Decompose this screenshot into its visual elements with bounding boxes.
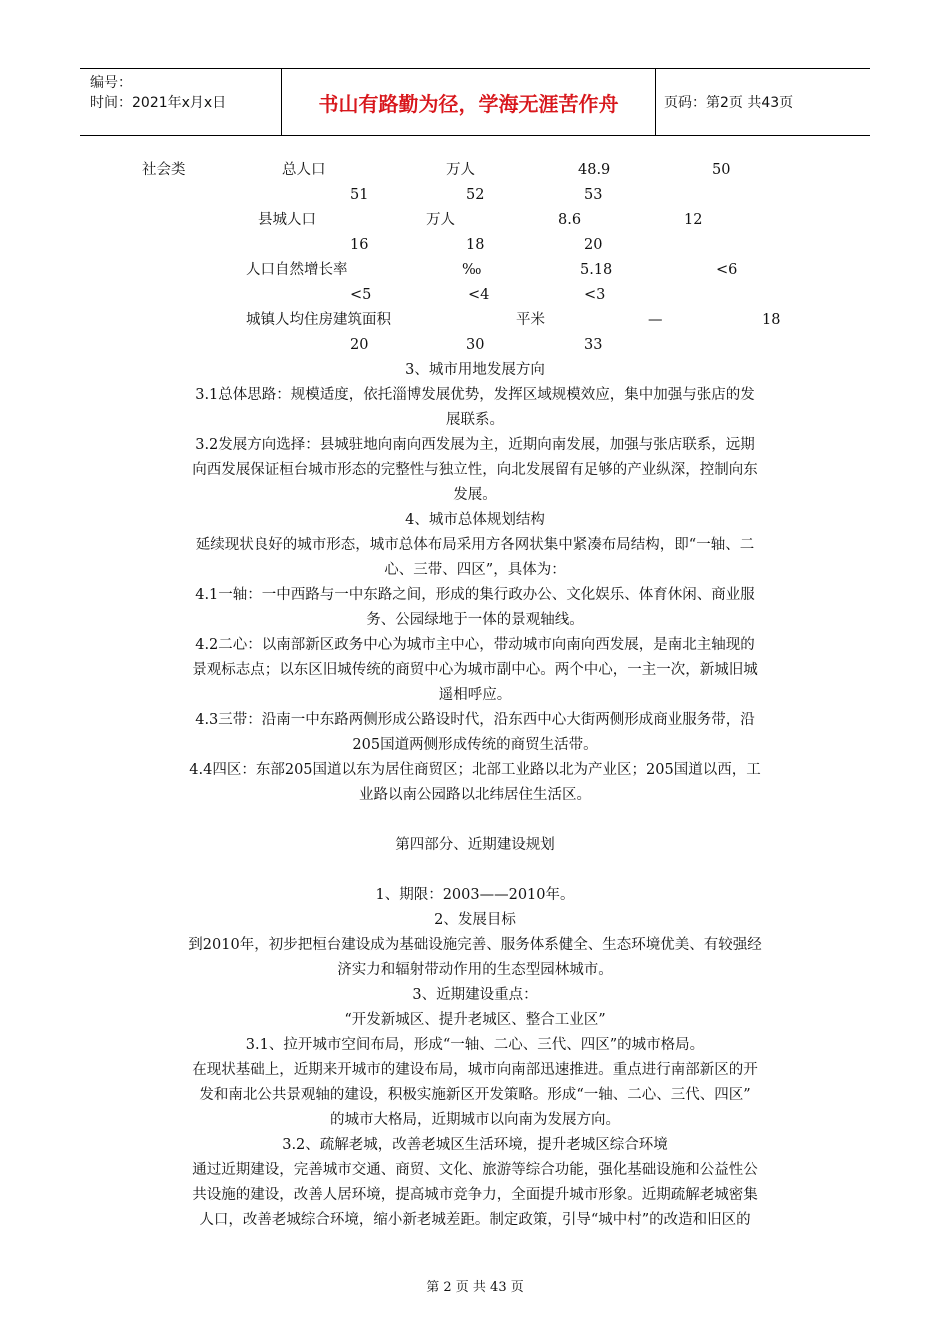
paragraph-line: 务、公园绿地于一体的景观轴线。 bbox=[366, 612, 584, 628]
paragraph-line: 4.2二心：以南部新区政务中心为城市主中心，带动城市向南向西发展，是南北主轴现的 bbox=[195, 637, 755, 653]
paragraph-line: 遥相呼应。 bbox=[438, 687, 512, 703]
table-cell-value: — bbox=[648, 312, 663, 328]
header-page-info: 页码：第2页 共43页 bbox=[664, 95, 794, 111]
header-motto: 书山有路勤为径，学海无涯苦作舟 bbox=[282, 69, 656, 135]
paragraph-line: 济实力和辐射带动作用的生态型园林城市。 bbox=[337, 962, 613, 978]
table-cell-value: <6 bbox=[716, 262, 738, 278]
section-heading: 4、城市总体规划结构 bbox=[405, 512, 545, 528]
header-table bbox=[80, 68, 870, 136]
paragraph-line: 展联系。 bbox=[446, 412, 504, 428]
number-label: 编号： bbox=[90, 75, 132, 91]
table-cell-value: <5 bbox=[350, 287, 372, 303]
paragraph-line: 延续现状良好的城市形态，城市总体布局采用方各网状集中紧凑布局结构，即“一轴、二 bbox=[195, 537, 755, 553]
table-cell-value: 50 bbox=[712, 162, 731, 178]
table-cell-name: 人口自然增长率 bbox=[246, 262, 348, 278]
table-cell-unit: 平米 bbox=[516, 312, 545, 328]
table-cell-unit: 万人 bbox=[446, 162, 475, 178]
table-cell-name: 总人口 bbox=[282, 162, 326, 178]
paragraph-line: 通过近期建设，完善城市交通、商贸、文化、旅游等综合功能，强化基础设施和公益性公 bbox=[192, 1162, 758, 1178]
part-heading: 第四部分、近期建设规划 bbox=[395, 837, 555, 853]
paragraph-line: 发展。 bbox=[453, 487, 497, 503]
paragraph-line: 人口，改善老城综合环境，缩小新老城差距。制定政策，引导“城中村”的改造和旧区的 bbox=[199, 1212, 751, 1228]
table-cell-name: 城镇人均住房建筑面积 bbox=[246, 312, 391, 328]
table-cell-value: 48.9 bbox=[578, 162, 611, 178]
paragraph-line: 向西发展保证桓台城市形态的完整性与独立性，向北发展留有足够的产业纵深，控制向东 bbox=[192, 462, 758, 478]
table-cell-unit: ‰ bbox=[462, 262, 482, 278]
table-row bbox=[130, 208, 820, 233]
document-body bbox=[130, 158, 820, 1233]
table-row-cont bbox=[130, 333, 820, 358]
table-cell-unit: 万人 bbox=[426, 212, 455, 228]
table-cell-value: 8.6 bbox=[558, 212, 582, 228]
section-heading: 3、近期建设重点： bbox=[412, 987, 538, 1003]
table-cell-value: 18 bbox=[762, 312, 781, 328]
table-cell-value: 5.18 bbox=[580, 262, 613, 278]
paragraph-line: 心、三带、四区”，具体为： bbox=[384, 562, 566, 578]
table-category: 社会类 bbox=[142, 162, 186, 178]
table-cell-value: 52 bbox=[466, 187, 485, 203]
section-heading: 2、发展目标 bbox=[434, 912, 516, 928]
table-cell-value: 20 bbox=[584, 237, 603, 253]
paragraph-line: 在现状基础上，近期来开城市的建设布局，城市向南部迅速推进。重点进行南部新区的开 bbox=[192, 1062, 758, 1078]
paragraph-line: 4.4四区：东部205国道以东为居住商贸区；北部工业路以北为产业区；205国道以西，工 bbox=[189, 762, 761, 778]
paragraph-line: 业路以南公园路以北纬居住生活区。 bbox=[359, 787, 591, 803]
table-cell-value: 33 bbox=[584, 337, 603, 353]
header-meta bbox=[80, 69, 282, 135]
section-heading: 1、期限：2003——2010年。 bbox=[375, 887, 575, 903]
table-row bbox=[130, 308, 820, 333]
paragraph-line: 景观标志点；以东区旧城传统的商贸中心为城市副中心。两个中心，一主一次，新城旧城 bbox=[192, 662, 758, 678]
paragraph-line: 共设施的建设，改善人居环境，提高城市竞争力，全面提升城市形象。近期疏解老城密集 bbox=[192, 1187, 758, 1203]
paragraph-line: 3.2发展方向选择：县城驻地向南向西发展为主，近期向南发展，加强与张店联系，远期 bbox=[195, 437, 755, 453]
table-cell-value: <3 bbox=[584, 287, 606, 303]
table-row-cont bbox=[130, 283, 820, 308]
section-heading: 3、城市用地发展方向 bbox=[405, 362, 545, 378]
paragraph-line: 到2010年，初步把桓台建设成为基础设施完善、服务体系健全、生态环境优美、有较强经 bbox=[188, 937, 762, 953]
table-row bbox=[130, 258, 820, 283]
table-row-cont bbox=[130, 233, 820, 258]
paragraph-line: 205国道两侧形成传统的商贸生活带。 bbox=[352, 737, 598, 753]
table-cell-value: 53 bbox=[584, 187, 603, 203]
paragraph-line: 4.3三带：沿南一中东路两侧形成公路设时代，沿东西中心大街两侧形成商业服务带，沿 bbox=[195, 712, 755, 728]
paragraph-line: 发和南北公共景观轴的建设，积极实施新区开发策略。形成“一轴、二心、三代、四区” bbox=[199, 1087, 751, 1103]
section-heading: 3.2、疏解老城，改善老城区生活环境，提升老城区综合环境 bbox=[282, 1137, 668, 1153]
table-cell-value: 18 bbox=[466, 237, 485, 253]
table-cell-value: 16 bbox=[350, 237, 369, 253]
paragraph-line: 3.1总体思路：规模适度，依托淄博发展优势，发挥区域规模效应，集中加强与张店的发 bbox=[195, 387, 755, 403]
table-cell-value: 20 bbox=[350, 337, 369, 353]
table-row-cont bbox=[130, 183, 820, 208]
date-label: 时间：2021年x月x日 bbox=[90, 95, 227, 111]
table-cell-value: 12 bbox=[684, 212, 703, 228]
page-footer: 第 2 页 共 43 页 bbox=[426, 1280, 524, 1295]
paragraph-line: 的城市大格局，近期城市以向南为发展方向。 bbox=[330, 1112, 620, 1128]
table-row bbox=[130, 158, 820, 183]
table-cell-value: 30 bbox=[466, 337, 485, 353]
table-cell-value: <4 bbox=[468, 287, 490, 303]
paragraph-line: “开发新城区、提升老城区、整合工业区” bbox=[344, 1012, 606, 1028]
section-heading: 3.1、拉开城市空间布局，形成“一轴、二心、三代、四区”的城市格局。 bbox=[245, 1037, 705, 1053]
paragraph-line: 4.1一轴：一中西路与一中东路之间，形成的集行政办公、文化娱乐、体育休闲、商业服 bbox=[195, 587, 755, 603]
table-cell-name: 县城人口 bbox=[258, 212, 316, 228]
table-cell-value: 51 bbox=[350, 187, 369, 203]
